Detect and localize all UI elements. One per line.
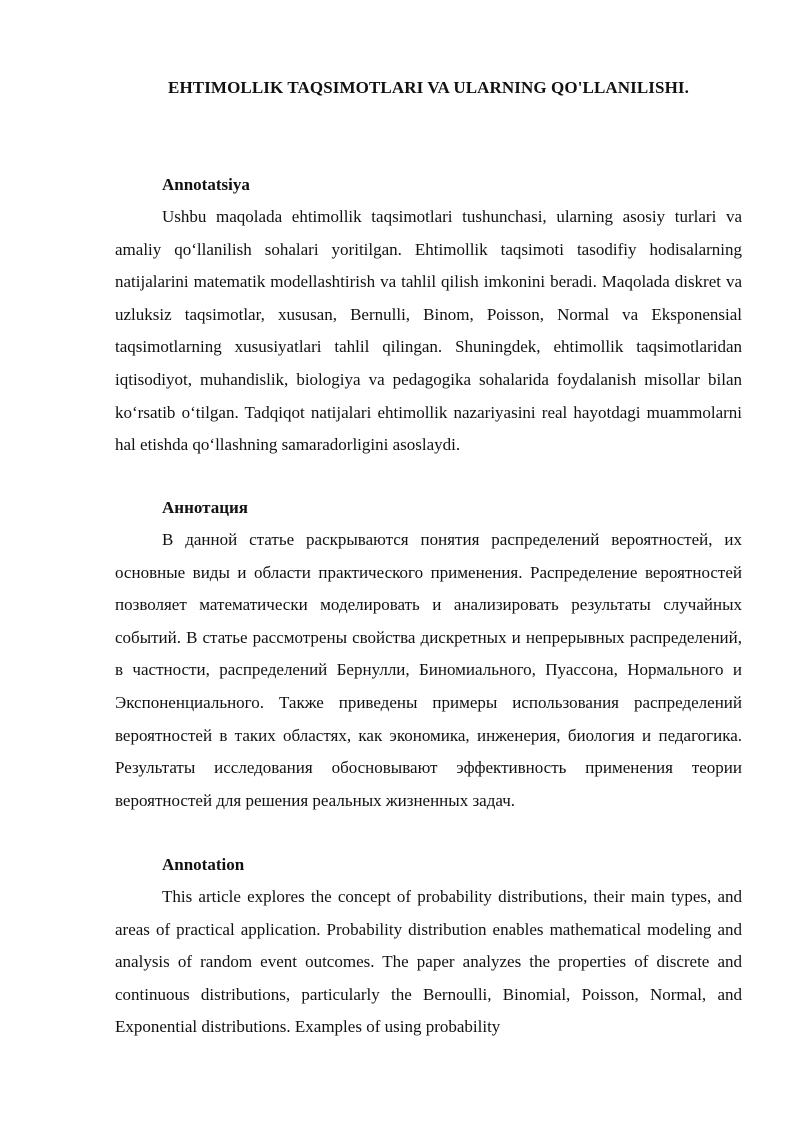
abstract-english: [115, 854, 742, 1044]
abstract-english-text: This article explores the concept of probability distributions, their main types, and areas of practical application. Probability distribution enables mathematical modeling and analysis of random event outcomes. The paper analyzes the properties of discrete and continuous distributions, particularly the Bernoulli, Binomial, Poisson, Normal, and Exponential distributions. Examples of using probability: [115, 887, 742, 1037]
abstract-english-heading: Annotation: [162, 855, 245, 874]
abstract-russian-text: В данной статье раскрываются понятия распределений вероятностей, их основные виды и области практического применения. Распределение вероятностей позволяет математически моделировать и анализировать результаты случайных событий. В статье рассмотрены свойства дискретных и непрерывных распределений, в частности, распределений Бернулли, Биномиального, Пуассона, Нормального и Экспоненциального. Также приведены примеры использования распределений вероятностей в таких областях, как экономика, инженерия, биология и педагогика. Результаты исследования обосновывают эффективность применения теории вероятностей для решения реальных жизненных задач.: [115, 530, 742, 810]
abstract-uzbek-text: Ushbu maqolada ehtimollik taqsimotlari tushunchasi, ularning asosiy turlari va amaliy qo‘llanilish sohalari yoritilgan. Ehtimollik taqsimoti tasodifiy hodisalarning natijalarini matematik modellashtirish va tahlil qilish imkonini beradi. Maqolada diskret va uzluksiz taqsimotlar, xususan, Bernulli, Binom, Poisson, Normal va Eksponensial taqsimotlarning xususiyatlari tahlil qilingan. Shuningdek, ehtimollik taqsimotlaridan iqtisodiyot, muhandislik, biologiya va pedagogika sohalarida foydalanish misollar bilan ko‘rsatib o‘tilgan. Tadqiqot natijalari ehtimollik nazariyasini real hayotdagi muammolarni hal etishda qo‘llashning samaradorligini asoslaydi.: [115, 207, 742, 455]
paper-title: EHTIMOLLIK TAQSIMOTLARI VA ULARNING QO'LLANILISHI.: [168, 78, 689, 97]
abstract-russian: [115, 497, 742, 817]
abstract-uzbek-heading: Annotatsiya: [162, 175, 250, 194]
abstract-russian-heading: Аннотация: [162, 498, 248, 517]
abstract-uzbek: [115, 174, 742, 462]
